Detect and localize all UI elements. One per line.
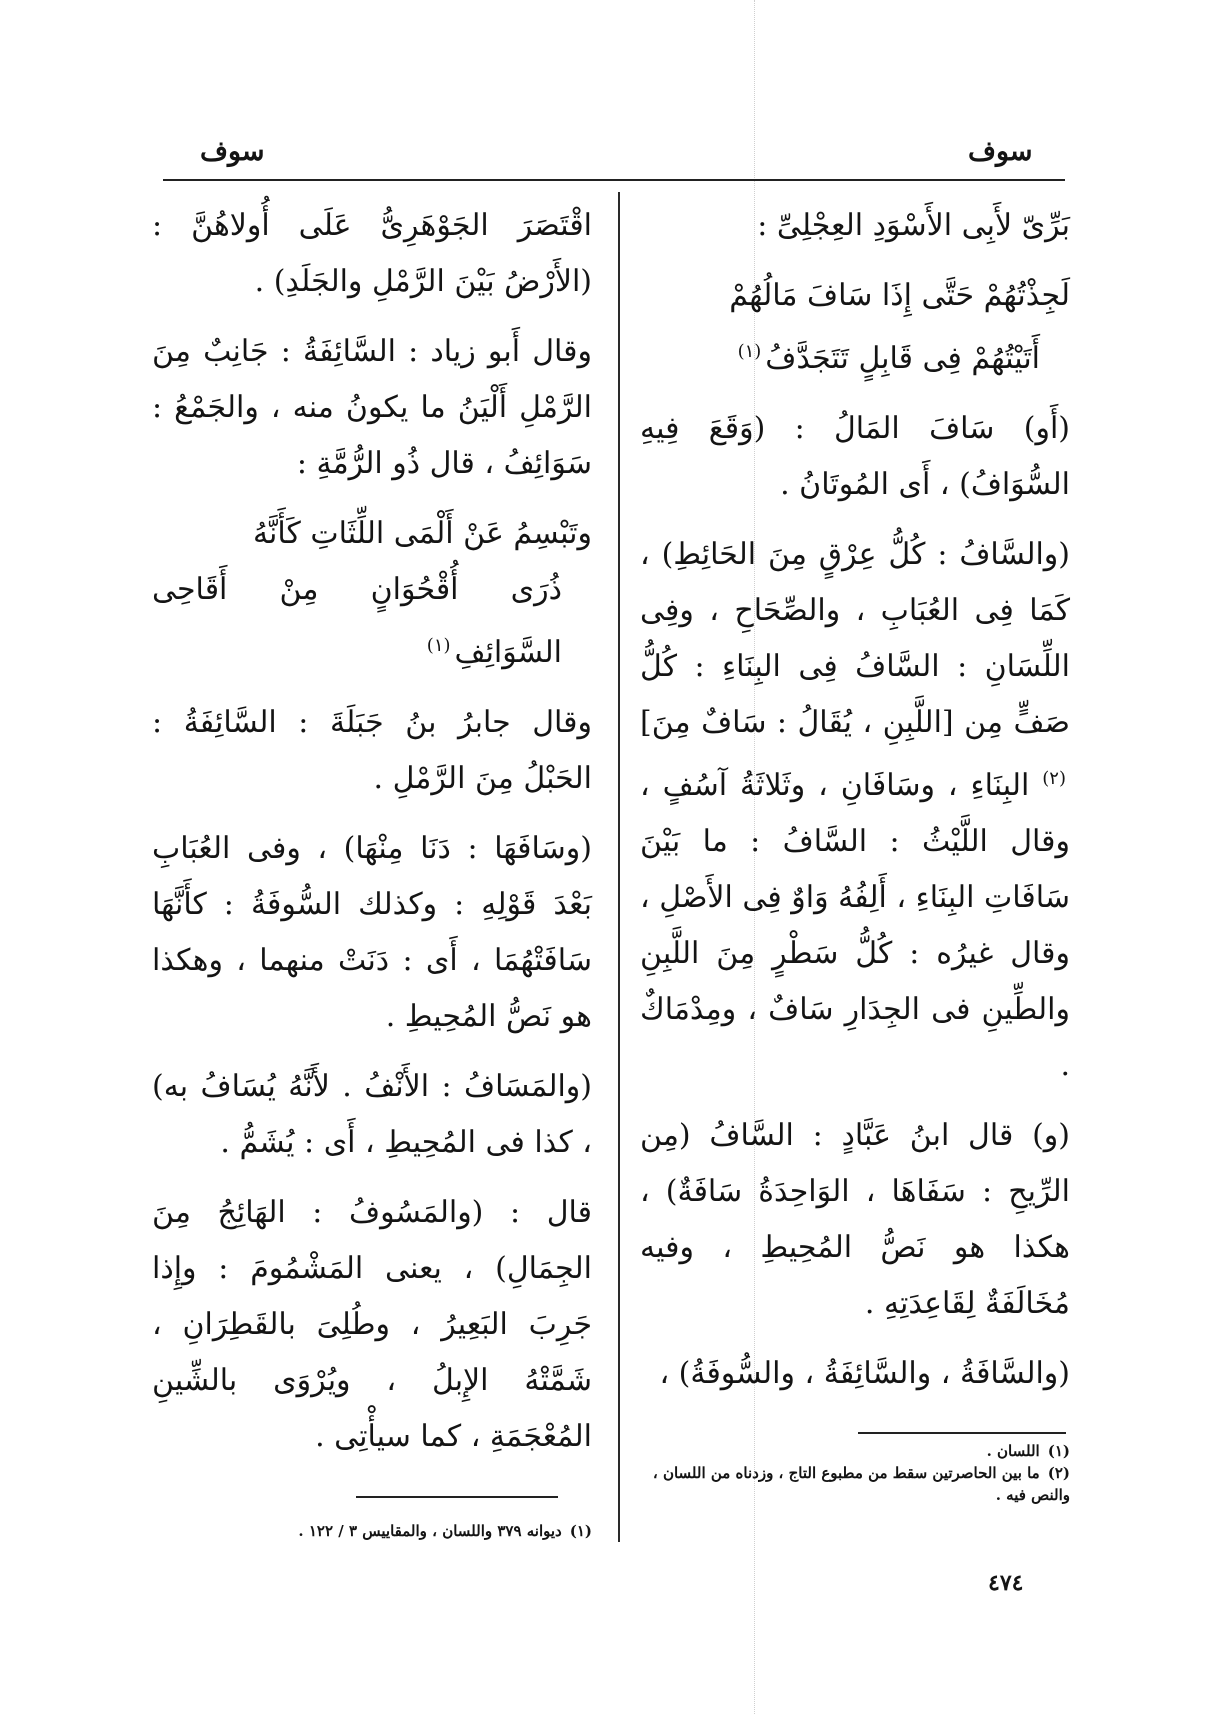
running-header-left: سوف (200, 136, 265, 167)
paragraph: بَرِّىّ لأَبِى الأَسْوَدِ العِجْلِىِّ : (757, 208, 1070, 243)
paragraph (640, 527, 1070, 1094)
left-column (152, 198, 592, 1479)
right-column (640, 198, 1070, 1416)
footnote-number: (١) (569, 1522, 592, 1540)
paragraph: (أَو) سَافَ المَالُ : (وَقَعَ فِيهِ السُّوَافُ) ، أَى المُوتَانُ . (640, 411, 1070, 502)
footnote-1 (640, 1440, 1070, 1462)
footnotes-left (152, 1520, 592, 1542)
paragraph: اقْتَصَرَ الجَوْهَرِىُّ عَلَى أُولاهُنَّ : (الأَرْضُ بَيْنَ الرَّمْلِ والجَلَدِ) . (152, 208, 592, 299)
paragraph: (و) قال ابنُ عَبَّادٍ : السَّافُ (مِن الرِّيحِ : سَفَاهَا ، الوَاحِدَةُ سَافَةٌ) ، هكذا هو نَصُّ المُحِيطِ ، وفيه مُخَالَفَةٌ لِقَاعِدَتِهِ . (640, 1118, 1070, 1321)
paragraph: قال : (والمَسُوفُ : الهَائِجُ مِنَ الجِمَالِ) ، يعنى المَشْمُومَ : وإِذا جَرِبَ البَعِيرُ ، وطُلِىَ بالقَطِرَانِ ، شَمَّتْهُ الإِبلُ ، ويُرْوَى بالشِّينِ المُعْجَمَةِ ، كما سيأْتِى . (152, 1195, 592, 1454)
footnote-rule-right (858, 1432, 1066, 1434)
paragraph: وقال جابرُ بنُ جَبَلَةَ : السَّائِفَةُ : الحَبْلُ مِنَ الرَّمْلِ . (152, 705, 592, 796)
footnote-marker: (١) (737, 341, 762, 362)
verse-text: ذُرَى أُقْحُوَانٍ مِنْ أَقَاحِى السَّوَائِفِ (152, 572, 562, 670)
footnote-text: اللسان . (986, 1442, 1040, 1460)
paragraph: (والمَسَافُ : الأَنْفُ . لأَنَّهُ يُسَافُ به) ، كذا فى المُحِيطِ ، أَى : يُشَمُّ . (152, 1069, 592, 1160)
footnote-2 (640, 1462, 1070, 1506)
footnote-number: (١) (1047, 1442, 1070, 1460)
poem-verse (152, 506, 592, 681)
footnote-rule-left (356, 1496, 558, 1498)
header-rule (163, 179, 1065, 181)
paragraph-text: (والسَّافُ : كُلُّ عِرْقٍ مِنَ الحَائِطِ) ، كَمَا فِى العُبَابِ ، والصِّحَاحِ ، وفِى اللِّسَانِ : السَّافُ فِى البِنَاءِ : كُلُّ صَفٍّ مِن [اللَّبِنِ ، يُقَالُ : سَافٌ مِنَ] (640, 537, 1070, 740)
poem-verse (640, 268, 1070, 387)
page-number: ٤٧٤ (988, 1570, 1024, 1596)
footnote-marker: (٢) (1042, 768, 1066, 789)
verse-text: أَتَيْتُهُمْ فِى قَابِلٍ تَتَجَدَّفُ (765, 341, 1040, 376)
verse-hemistich-2 (640, 324, 1070, 387)
running-header-right: سوف (968, 136, 1033, 167)
paragraph-text: البِنَاءِ ، وسَافَانِ ، وثَلاثَةُ آسُفٍ ، وقال اللَّيْثُ : السَّافُ : ما بَيْنَ سَافَاتِ البِنَاءِ ، أَلِفُهُ وَاوٌ فِى الأَصْلِ ، وقال غيرُه : كُلُّ سَطْرٍ مِنَ اللَّبِنِ والطِّينِ فى الجِدَارِ سَافٌ ، ومِدْمَاكٌ . (640, 768, 1070, 1083)
footnote-text: ديوانه ٣٧٩ واللسان ، والمقاييس ٣ / ١٢٢ . (298, 1522, 562, 1540)
verse-hemistich-1: وتَبْسِمُ عَنْ أَلْمَى اللِّثَاتِ كَأَنَّهُ (252, 516, 592, 551)
verse-hemistich-2 (152, 562, 592, 681)
footnote-text: ما بين الحاصرتين سقط من مطبوع التاج ، وزدناه من اللسان ، والنص فيه . (652, 1464, 1070, 1504)
footnote-1 (152, 1520, 592, 1542)
footnote-marker: (١) (426, 635, 451, 656)
paragraph: (وسَافَهَا : دَنَا مِنْهَا) ، وفى العُبَابِ بَعْدَ قَوْلِهِ : وكذلك السُّوفَةُ : كأَنَّهَا سَافَتْهُمَا ، أَى : دَنَتْ منهما ، وهكذا هو نَصُّ المُحِيطِ . (152, 831, 592, 1034)
verse-hemistich-1: لَجِذْتُهُمْ حَتَّى إِذَا سَافَ مَالُهُمْ (729, 278, 1070, 313)
paragraph: وقال أَبو زياد : السَّائِفَةُ : جَانِبٌ مِنَ الرَّمْلِ أَلْيَنُ ما يكونُ منه ، والجَمْعُ : سَوَائِفُ ، قال ذُو الرُّمَّةِ : (152, 334, 592, 481)
footnotes-right (640, 1440, 1070, 1506)
paragraph: (والسَّافَةُ ، والسَّائِفَةُ ، والسُّوفَةُ) ، (659, 1356, 1070, 1391)
column-divider (618, 192, 620, 1542)
footnote-number: (٢) (1047, 1464, 1070, 1482)
